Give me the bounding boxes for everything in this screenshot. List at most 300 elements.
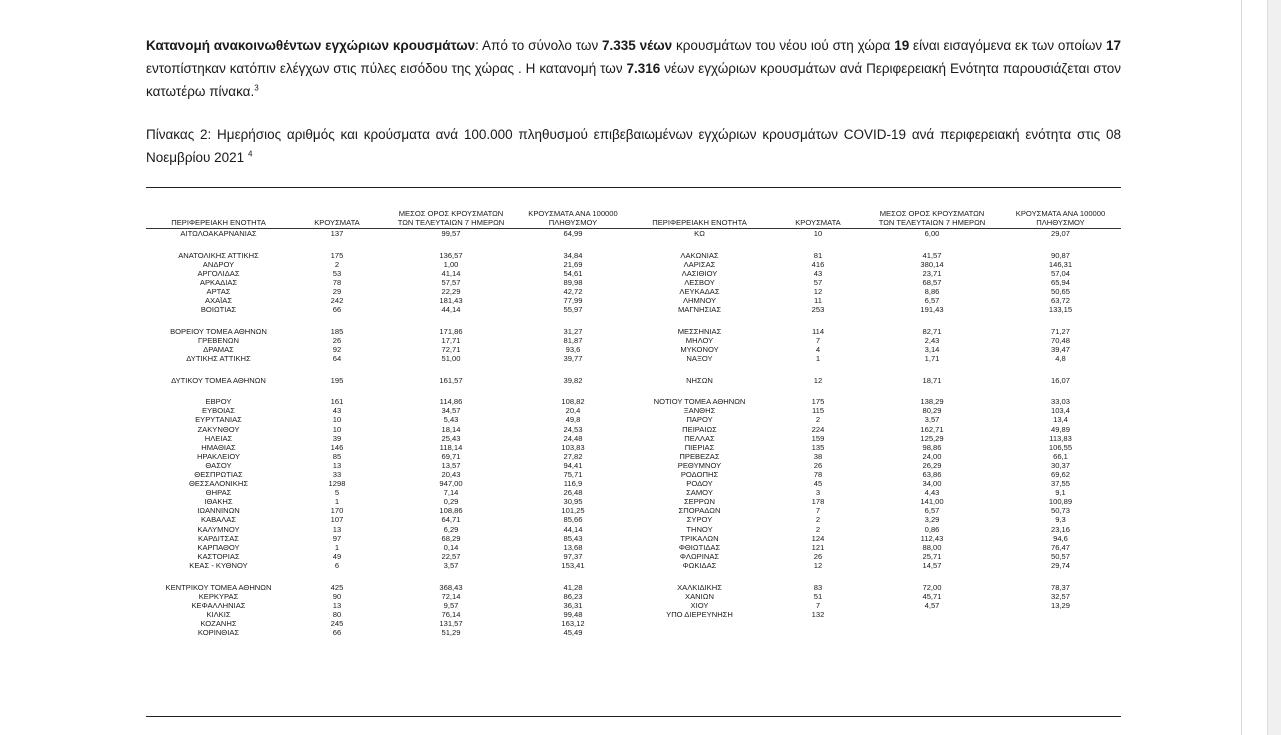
cell-region-left (146, 570, 291, 583)
table-row (146, 385, 1121, 398)
cell-avg-left: 20,43 (441, 469, 461, 479)
cell-per100k-left: 163,12 (561, 618, 585, 628)
cell-per100k-left: 75,71 (563, 469, 583, 479)
cell-avg-right: 6,57 (924, 506, 940, 516)
cell-per100k-left: 24,53 (563, 424, 583, 434)
cell-per100k-right: 78,37 (1050, 582, 1070, 592)
page-edge (1241, 0, 1242, 735)
cell-avg-right: 72,00 (922, 582, 942, 592)
cell-cases-left (291, 570, 383, 583)
cell-region-left: ΗΡΑΚΛΕΙΟΥ (196, 451, 241, 461)
cell-avg-right: 25,71 (922, 551, 942, 561)
cell-cases-right: 38 (813, 451, 823, 461)
cell-per100k-left: 27,82 (563, 451, 583, 461)
cell-cases-left: 170 (330, 506, 344, 516)
cell-avg-right: 14,57 (922, 560, 942, 570)
cell-cases-right: 2 (815, 515, 821, 525)
header-avg-left: ΜΕΣΟΣ ΟΡΟΣ ΚΡΟΥΣΜΑΤΩΝ ΤΩΝ ΤΕΛΕΥΤΑΙΩΝ 7 ΗΜΕΡΩΝ (383, 209, 519, 229)
cell-cases-left (291, 238, 383, 251)
cell-cases-right: 1 (815, 354, 821, 364)
cell-cases-right (772, 314, 864, 327)
cell-cases-left: 1 (334, 542, 340, 552)
cell-avg-left: 18,14 (441, 424, 461, 434)
table-row (146, 278, 1121, 287)
cell-avg-right: 4,57 (924, 600, 940, 610)
table-row (146, 525, 1121, 534)
intro-paragraph (146, 34, 1121, 103)
cell-region-left: ΘΕΣΠΡΩΤΙΑΣ (194, 469, 243, 479)
cell-avg-left: 6,29 (443, 524, 459, 534)
cell-cases-left: 242 (330, 296, 344, 306)
cell-cases-left (291, 363, 383, 376)
cell-cases-right: 114 (811, 326, 825, 336)
cell-per100k-right: 76,47 (1050, 542, 1070, 552)
cell-avg-left: 0,14 (443, 542, 459, 552)
cell-avg-right: 18,71 (922, 375, 942, 385)
cell-avg-left: 41,14 (441, 268, 461, 278)
cell-region-left: ΚΑΛΥΜΝΟΥ (197, 524, 240, 534)
cell-cases-right: 78 (813, 469, 823, 479)
cell-avg-right: 63,86 (922, 469, 942, 479)
cell-avg-right: 26,29 (922, 460, 942, 470)
cell-cases-left: 5 (334, 488, 340, 498)
cell-per100k-right: 37,55 (1050, 479, 1070, 489)
cell-avg-left: 1,00 (443, 259, 459, 269)
cell-cases-right: 10 (813, 229, 823, 238)
table-row (146, 583, 1121, 592)
cell-per100k-left: 101,25 (561, 506, 585, 516)
cell-per100k-right: 70,48 (1050, 335, 1070, 345)
cell-region-left: ΑΡΓΟΛΙΔΑΣ (197, 268, 240, 278)
cell-region-left: ΑΝΔΡΟΥ (202, 259, 235, 269)
cell-region-left: ΒΟΙΩΤΙΑΣ (200, 305, 237, 315)
cell-region-right: ΜΑΓΝΗΣΙΑΣ (677, 305, 722, 315)
cell-per100k-right: 65,94 (1050, 277, 1070, 287)
cell-per100k-right: 71,27 (1050, 326, 1070, 336)
cell-per100k-left: 31,27 (563, 326, 583, 336)
table-body (146, 229, 1121, 638)
header-avg-right: ΜΕΣΟΣ ΟΡΟΣ ΚΡΟΥΣΜΑΤΩΝ ΤΩΝ ΤΕΛΕΥΤΑΙΩΝ 7 ΗΜΕΡΩΝ (864, 209, 1000, 229)
cell-avg-left: 72,71 (441, 344, 461, 354)
cell-cases-left (291, 385, 383, 398)
cell-avg-right (864, 610, 1000, 619)
cell-per100k-left: 103,83 (561, 442, 585, 452)
cell-region-left: ΑΧΑΪΑΣ (204, 296, 233, 306)
intro-border: 17 (1106, 38, 1122, 53)
cell-region-left: ΙΘΑΚΗΣ (204, 497, 233, 507)
cell-region-right: ΝΟΤΙΟΥ ΤΟΜΕΑ ΑΘΗΝΩΝ (653, 397, 746, 407)
cell-avg-left: 25,43 (441, 433, 461, 443)
cell-per100k-left: 44,14 (563, 524, 583, 534)
table-row (146, 229, 1121, 239)
cell-per100k-left: 45,49 (563, 627, 583, 637)
table-row (146, 619, 1121, 628)
cell-per100k-right: 57,04 (1050, 268, 1070, 278)
intro-text-2: κρουσμάτων του νέου ιού στη χώρα (672, 38, 895, 53)
cell-region-left: ΔΡΑΜΑΣ (203, 344, 234, 354)
cell-region-left: ΚΑΣΤΟΡΙΑΣ (197, 551, 240, 561)
cell-cases-left: 10 (332, 424, 342, 434)
cell-region-right: ΛΑΚΩΝΙΑΣ (680, 250, 719, 260)
cell-per100k-left: 89,98 (563, 277, 583, 287)
cell-per100k-right (1000, 385, 1121, 398)
cell-per100k-left: 108,82 (561, 397, 585, 407)
cell-avg-right: 112,43 (920, 533, 944, 543)
cell-region-right: ΝΑΞΟΥ (686, 354, 713, 364)
table-row (146, 345, 1121, 354)
cell-region-left: ΘΗΡΑΣ (205, 488, 232, 498)
table-row (146, 452, 1121, 461)
cell-cases-right: 57 (813, 277, 823, 287)
cell-region-left (146, 314, 291, 327)
cell-avg-left: 368,43 (439, 582, 463, 592)
cell-per100k-right: 90,87 (1050, 250, 1070, 260)
cell-per100k-left: 99,48 (563, 609, 583, 619)
cell-per100k-left: 26,48 (563, 488, 583, 498)
cell-avg-left: 114,86 (439, 397, 463, 407)
cell-cases-left: 43 (332, 406, 342, 416)
intro-heading: Κατανομή ανακοινωθέντων εγχώριων κρουσμάτων (146, 38, 476, 53)
table-row (146, 592, 1121, 601)
cell-cases-right: 135 (811, 442, 825, 452)
cell-cases-right (772, 628, 864, 637)
cell-cases-right: 2 (815, 415, 821, 425)
cell-region-right: ΞΑΝΘΗΣ (683, 406, 716, 416)
cell-per100k-right: 50,65 (1050, 286, 1070, 296)
cell-region-left: ΕΥΒΟΙΑΣ (202, 406, 235, 416)
cell-cases-left: 13 (332, 600, 342, 610)
cell-avg-left: 57,57 (441, 277, 461, 287)
cell-avg-right: 0,86 (924, 524, 940, 534)
cell-cases-right: 253 (811, 305, 825, 315)
vertical-scrollbar[interactable] (1267, 0, 1281, 735)
table-row (146, 506, 1121, 515)
cell-avg-right (864, 238, 1000, 251)
table-header-row (146, 209, 1121, 229)
cell-per100k-left: 41,28 (563, 582, 583, 592)
cell-avg-left: 5,43 (443, 415, 459, 425)
cell-cases-right: 45 (813, 479, 823, 489)
cell-avg-left: 72,14 (441, 591, 461, 601)
cell-region-left: ΚΕΑΣ - ΚΥΘΝΟΥ (189, 560, 248, 570)
cell-region-left: ΔΥΤΙΚΟΥ ΤΟΜΕΑ ΑΘΗΝΩΝ (171, 375, 266, 385)
table-row (146, 354, 1121, 363)
cell-per100k-right (1000, 619, 1121, 628)
cell-cases-left: 245 (330, 618, 344, 628)
cell-cases-left: 1298 (328, 479, 346, 489)
cell-region-left: ΘΑΣΟΥ (205, 460, 232, 470)
cell-avg-left: 99,57 (441, 229, 461, 238)
cell-cases-right: 7 (815, 506, 821, 516)
intro-domestic: 7.316 (626, 61, 661, 76)
cell-region-right: ΤΗΝΟΥ (686, 524, 713, 534)
cell-cases-right: 43 (813, 268, 823, 278)
cell-cases-right: 26 (813, 551, 823, 561)
table-row (146, 515, 1121, 524)
cell-per100k-left: 24,48 (563, 433, 583, 443)
cell-avg-right (864, 619, 1000, 628)
cell-cases-right: 175 (811, 397, 825, 407)
cell-region-right: ΧΙΟΥ (690, 600, 709, 610)
cell-region-right: ΡΕΘΥΜΝΟΥ (677, 460, 722, 470)
cell-avg-right: 2,43 (924, 335, 940, 345)
cell-region-right: ΦΛΩΡΙΝΑΣ (679, 551, 720, 561)
cell-cases-left: 6 (334, 560, 340, 570)
cell-avg-left: 17,71 (441, 335, 461, 345)
cell-cases-left: 97 (332, 533, 342, 543)
cell-avg-right: 380,14 (920, 259, 944, 269)
cell-cases-right: 115 (811, 406, 825, 416)
table-row (146, 287, 1121, 296)
cell-region-left: ΚΟΡΙΝΘΙΑΣ (197, 627, 240, 637)
cell-cases-right: 2 (815, 524, 821, 534)
cell-avg-right (864, 314, 1000, 327)
cell-avg-left: 131,57 (439, 618, 463, 628)
cell-region-left: ΚΑΡΔΙΤΣΑΣ (198, 533, 239, 543)
cell-per100k-left: 86,23 (563, 591, 583, 601)
cell-per100k-left: 116,9 (563, 479, 583, 489)
cell-cases-right: 7 (815, 600, 821, 610)
cell-avg-left: 13,57 (441, 460, 461, 470)
table-row (146, 238, 1121, 251)
cell-cases-left: 49 (332, 551, 342, 561)
cell-avg-left: 171,86 (439, 326, 463, 336)
cell-cases-left: 33 (332, 469, 342, 479)
cell-region-right: ΠΡΕΒΕΖΑΣ (679, 451, 720, 461)
cell-cases-right (772, 619, 864, 628)
cell-cases-right: 12 (813, 286, 823, 296)
cell-region-right (627, 363, 772, 376)
cell-region-left: ΔΥΤΙΚΗΣ ΑΤΤΙΚΗΣ (186, 354, 251, 364)
cell-per100k-left (519, 238, 627, 251)
cell-per100k-right: 9,1 (1055, 488, 1066, 498)
intro-text-3: είναι εισαγόμενα εκ των οποίων (909, 38, 1106, 53)
cell-cases-left: 13 (332, 524, 342, 534)
cell-cases-right: 4 (815, 344, 821, 354)
table-row (146, 488, 1121, 497)
intro-text-5: νέων εγχώριων κρουσμάτων ανά Περιφερειακή Ενότητα παρουσιάζεται στον κατωτέρω πίνακα. (146, 61, 1121, 99)
table-row (146, 376, 1121, 385)
table-row (146, 296, 1121, 305)
cell-region-right (627, 314, 772, 327)
cell-cases-left: 1 (334, 497, 340, 507)
cell-avg-left: 34,57 (441, 406, 461, 416)
table-row (146, 570, 1121, 583)
cell-per100k-right: 146,31 (1048, 259, 1073, 269)
cell-avg-right: 88,00 (922, 542, 942, 552)
cell-avg-right: 4,43 (924, 488, 940, 498)
cell-cases-left (291, 314, 383, 327)
cell-cases-right (772, 570, 864, 583)
cell-region-right: ΧΑΛΚΙΔΙΚΗΣ (677, 582, 722, 592)
intro-new-total: 7.335 νέων (602, 38, 673, 53)
cell-avg-right: 162,71 (920, 424, 944, 434)
table-row (146, 269, 1121, 278)
cell-cases-right (772, 238, 864, 251)
cell-avg-left: 64,71 (441, 515, 461, 525)
cell-per100k-right: 49,89 (1050, 424, 1070, 434)
cell-avg-left: 76,14 (441, 609, 461, 619)
cell-avg-right: 45,71 (922, 591, 942, 601)
table-row (146, 305, 1121, 314)
cell-region-left: ΗΛΕΙΑΣ (204, 433, 233, 443)
cell-per100k-right: 63,72 (1050, 296, 1070, 306)
cell-avg-left: 9,57 (443, 600, 459, 610)
cell-per100k-right: 50,73 (1050, 506, 1070, 516)
cell-per100k-right (1000, 363, 1121, 376)
cell-region-right: ΠΕΙΡΑΙΩΣ (682, 424, 717, 434)
cell-avg-right (864, 570, 1000, 583)
cell-cases-right: 12 (813, 560, 823, 570)
cell-cases-left: 92 (332, 344, 342, 354)
cell-avg-left: 0,29 (443, 497, 459, 507)
cell-avg-left: 136,57 (439, 250, 463, 260)
cell-per100k-left: 39,82 (563, 375, 583, 385)
cell-region-right: ΠΕΛΛΑΣ (684, 433, 715, 443)
cell-cases-left: 29 (332, 286, 342, 296)
cell-per100k-right (1000, 570, 1121, 583)
cell-avg-left: 69,71 (441, 451, 461, 461)
cell-region-right: ΛΕΣΒΟΥ (684, 277, 715, 287)
cell-region-right: ΛΑΣΙΘΙΟΥ (681, 268, 718, 278)
cell-region-left: ΚΕΝΤΡΙΚΟΥ ΤΟΜΕΑ ΑΘΗΝΩΝ (165, 582, 272, 592)
table-caption (146, 123, 1121, 169)
cell-region-left: ΕΒΡΟΥ (205, 397, 232, 407)
cell-avg-left (383, 314, 519, 327)
cell-region-left: ΑΡΚΑΔΙΑΣ (199, 277, 238, 287)
cell-region-left: ΚΑΡΠΑΘΟΥ (197, 542, 240, 552)
cell-region-left: ΒΟΡΕΙΟΥ ΤΟΜΕΑ ΑΘΗΝΩΝ (170, 326, 267, 336)
cell-cases-right: 416 (811, 259, 825, 269)
cell-region-left: ΚΕΡΚΥΡΑΣ (198, 591, 239, 601)
table-row (146, 543, 1121, 552)
table-row (146, 461, 1121, 470)
cell-avg-right: 80,29 (922, 406, 942, 416)
cell-avg-right: 3,57 (924, 415, 940, 425)
table-row (146, 406, 1121, 415)
cell-cases-right: 132 (811, 609, 825, 619)
table-row (146, 479, 1121, 488)
cell-cases-left: 175 (330, 250, 344, 260)
cell-region-left: ΖΑΚΥΝΘΟΥ (197, 424, 240, 434)
cell-per100k-right: 13,29 (1050, 600, 1070, 610)
cell-avg-left (383, 363, 519, 376)
cell-per100k-right: 106,55 (1048, 442, 1073, 452)
table-row (146, 601, 1121, 610)
table-row (146, 327, 1121, 336)
cell-avg-left: 22,29 (441, 286, 461, 296)
table-row (146, 251, 1121, 260)
cell-avg-left (383, 385, 519, 398)
cell-cases-right: 7 (815, 335, 821, 345)
cell-avg-right: 138,29 (920, 397, 944, 407)
cell-cases-right: 159 (811, 433, 825, 443)
cell-cases-left: 10 (332, 415, 342, 425)
cell-per100k-right: 29,07 (1050, 229, 1070, 238)
cell-avg-left: 68,29 (441, 533, 461, 543)
cell-region-left: ΚΙΛΚΙΣ (206, 609, 231, 619)
table-row (146, 497, 1121, 506)
cell-avg-left: 947,00 (439, 479, 463, 489)
cell-region-left: ΑΝΑΤΟΛΙΚΗΣ ΑΤΤΙΚΗΣ (178, 250, 259, 260)
cell-region-left: ΙΩΑΝΝΙΝΩΝ (197, 506, 240, 516)
cell-avg-right: 8,86 (924, 286, 940, 296)
cell-avg-right: 24,00 (922, 451, 942, 461)
cell-region-right: ΣΕΡΡΩΝ (683, 497, 716, 507)
cell-avg-left: 108,86 (439, 506, 463, 516)
cell-per100k-right: 50,57 (1050, 551, 1070, 561)
cell-region-right: ΡΟΔΟΥ (686, 479, 713, 489)
cell-per100k-left: 36,31 (563, 600, 583, 610)
table-row (146, 425, 1121, 434)
cell-cases-left: 425 (330, 582, 344, 592)
cell-per100k-left: 34,84 (563, 250, 583, 260)
cell-region-right: ΥΠΟ ΔΙΕΡΕΥΝΗΣΗ (666, 609, 733, 619)
cell-per100k-left: 94,41 (563, 460, 583, 470)
cell-cases-left: 26 (332, 335, 342, 345)
cell-cases-right: 81 (813, 250, 823, 260)
cell-region-left: ΚΑΒΑΛΑΣ (200, 515, 237, 525)
cell-region-right (627, 385, 772, 398)
cell-region-left (146, 363, 291, 376)
cell-per100k-left (519, 314, 627, 327)
cell-per100k-right: 133,15 (1048, 305, 1073, 315)
cell-region-left (146, 385, 291, 398)
cell-per100k-right: 94,6 (1053, 533, 1068, 543)
cell-cases-left: 137 (330, 229, 344, 238)
cell-cases-right: 124 (811, 533, 825, 543)
intro-text-4: εντοπίστηκαν κατόπιν ελέγχων στις πύλες εισόδου της χώρας . Η κατανομή των (146, 61, 627, 76)
cell-per100k-right: 32,57 (1050, 591, 1070, 601)
intro-footnote: 3 (254, 83, 259, 93)
cell-avg-right: 3,14 (924, 344, 940, 354)
table-row (146, 434, 1121, 443)
cell-avg-right: 41,57 (922, 250, 942, 260)
table-row (146, 628, 1121, 637)
table-row (146, 363, 1121, 376)
cell-per100k-right (1000, 238, 1121, 251)
table-row (146, 561, 1121, 570)
header-region-left: ΠΕΡΙΦΕΡΕΙΑΚΗ ΕΝΟΤΗΤΑ (146, 209, 291, 229)
cell-per100k-left (519, 385, 627, 398)
cell-per100k-right: 9,3 (1055, 515, 1066, 525)
cell-region-right: ΝΗΣΩΝ (686, 375, 713, 385)
cell-per100k-right: 100,89 (1048, 497, 1073, 507)
cell-region-right: ΜΕΣΣΗΝΙΑΣ (677, 326, 722, 336)
table-row (146, 552, 1121, 561)
cell-cases-left: 66 (332, 305, 342, 315)
cell-region-left: ΑΡΤΑΣ (206, 286, 231, 296)
header-region-right: ΠΕΡΙΦΕΡΕΙΑΚΗ ΕΝΟΤΗΤΑ (627, 209, 772, 229)
cell-cases-right (772, 363, 864, 376)
cell-cases-right: 121 (811, 542, 825, 552)
cell-avg-right: 34,00 (922, 479, 942, 489)
cell-per100k-left: 42,72 (563, 286, 583, 296)
cell-per100k-right: 39,47 (1050, 344, 1070, 354)
cell-per100k-right: 23,16 (1050, 524, 1070, 534)
cell-cases-left: 85 (332, 451, 342, 461)
cell-avg-right: 191,43 (920, 305, 944, 315)
cell-avg-left: 118,14 (439, 442, 463, 452)
cell-avg-right: 23,71 (922, 268, 942, 278)
cell-per100k-right (1000, 610, 1121, 619)
cell-avg-left (383, 570, 519, 583)
cell-region-right (627, 570, 772, 583)
cell-per100k-left: 64,99 (563, 229, 583, 238)
cell-per100k-left: 85,43 (563, 533, 583, 543)
caption-text: Πίνακας 2: Ημερήσιος αριθμός και κρούσματα ανά 100.000 πληθυσμού επιβεβαιωμένων εγχώριων κρουσμάτων COVID-19 ανά περιφερειακή ενότητα στις 08 Νοεμβρίου 2021 (146, 127, 1121, 165)
cell-region-right: ΛΕΥΚΑΔΑΣ (679, 286, 720, 296)
